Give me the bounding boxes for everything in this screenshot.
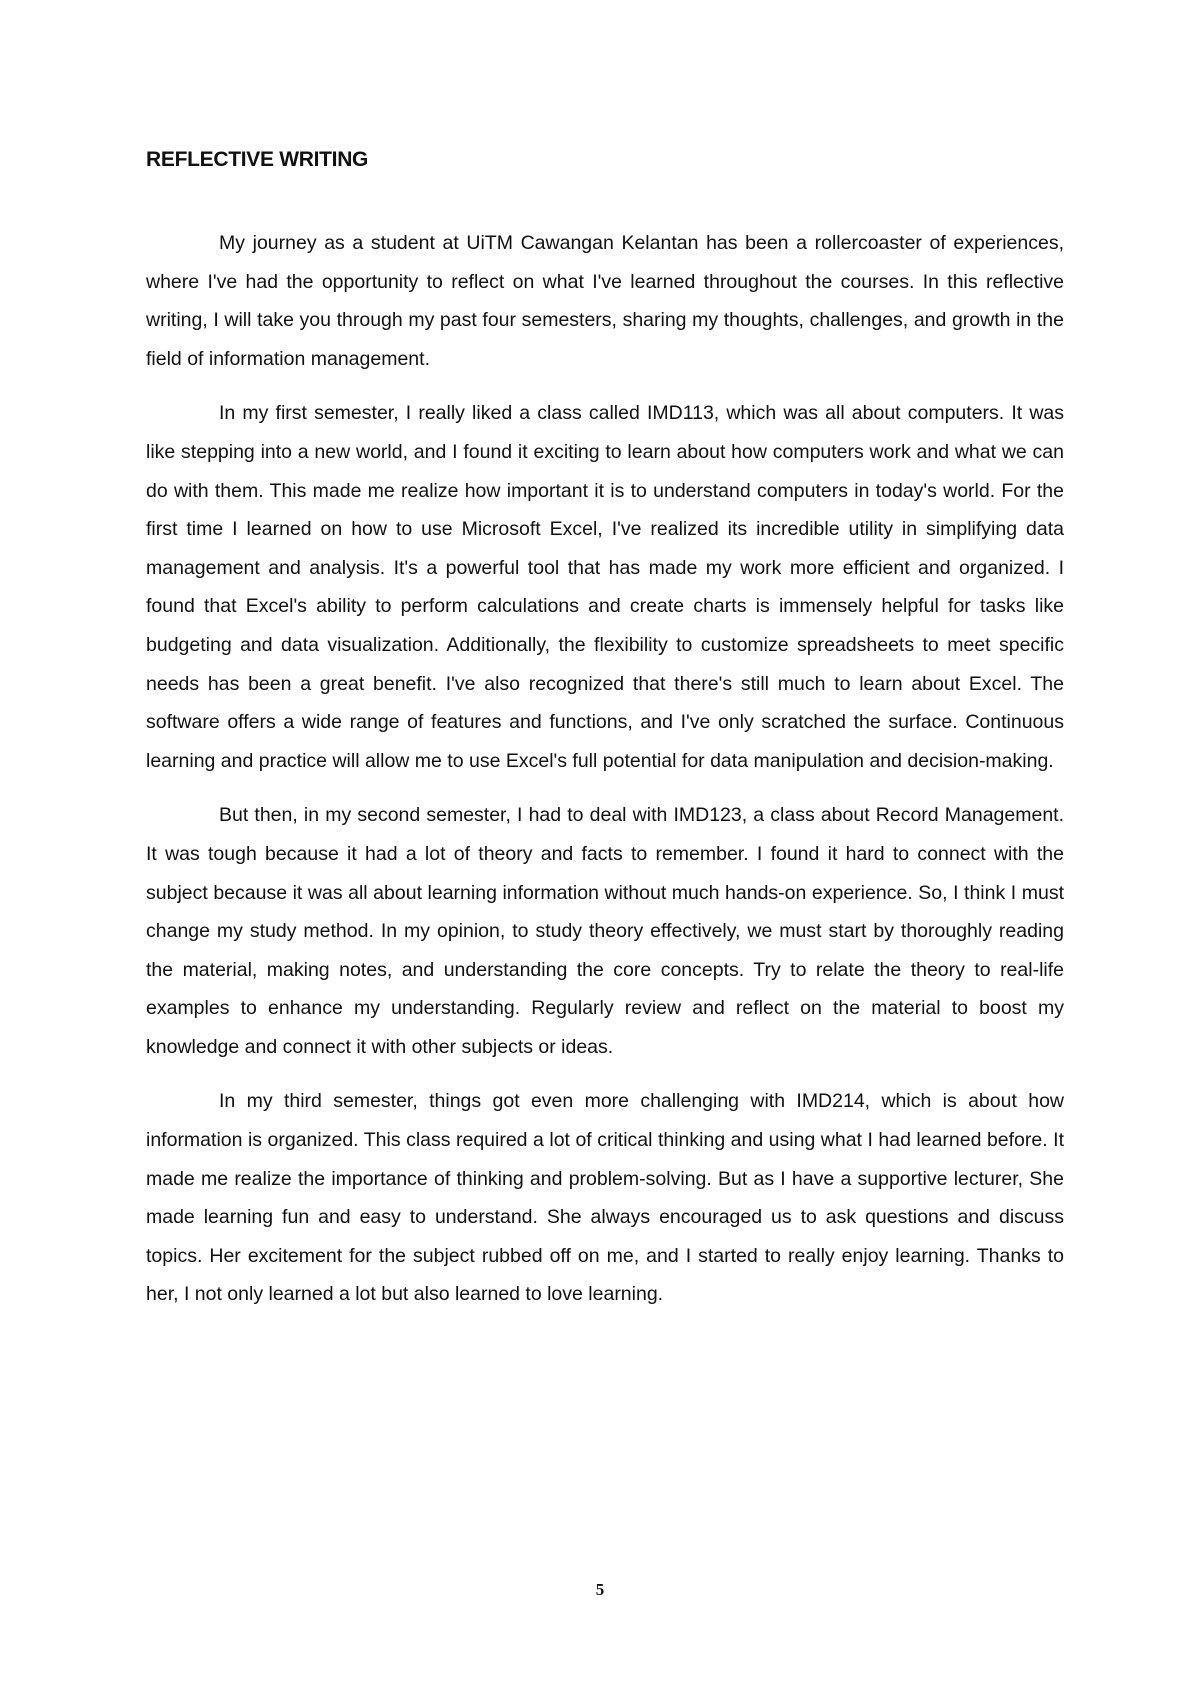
paragraph-third-semester: In my third semester, things got even more challenging with IMD214, which is about how information is organized. This class required a lot of critical thinking and using what I had learned before. It made me realize the importance of thinking and problem-solving. But as I have a supportive lecturer, She made learning fun and easy to understand. She always encouraged us to ask questions and discuss topics. Her excitement for the subject rubbed off on me, and I started to really enjoy learning. Thanks to her, I not only learned a lot but also learned to love learning. [146,1090,1064,1306]
paragraph-intro: My journey as a student at UiTM Cawangan Kelantan has been a rollercoaster of experiences, where I've had the opportunity to reflect on what I've learned throughout the courses. In this reflective writing, I will take you through my past four semesters, sharing my thoughts, challenges, and growth in the field of information management. [146,232,1064,370]
page-title: REFLECTIVE WRITING [146,148,369,171]
page-number: 5 [595,1580,605,1599]
paragraph-second-semester: But then, in my second semester, I had to deal with IMD123, a class about Record Management. It was tough because it had a lot of theory and facts to remember. I found it hard to connect with the subject because it was all about learning information without much hands-on experience. So, I think I must change my study method. In my opinion, to study theory effectively, we must start by thoroughly reading the material, making notes, and understanding the core concepts. Try to relate the theory to real-life examples to enhance my understanding. Regularly review and reflect on the material to boost my knowledge and connect it with other subjects or ideas. [146,804,1064,1058]
page-content [146,142,1064,1330]
paragraph-first-semester: In my first semester, I really liked a class called IMD113, which was all about computers. It was like stepping into a new world, and I found it exciting to learn about how computers work and what we can do with them. This made me realize how important it is to understand computers in today's world. For the first time I learned on how to use Microsoft Excel, I've realized its incredible utility in simplifying data management and analysis. It's a powerful tool that has made my work more efficient and organized. I found that Excel's ability to perform calculations and create charts is immensely helpful for tasks like budgeting and data visualization. Additionally, the flexibility to customize spreadsheets to meet specific needs has been a great benefit. I've also recognized that there's still much to learn about Excel. The software offers a wide range of features and functions, and I've only scratched the surface. Continuous learning and practice will allow me to use Excel's full potential for data manipulation and decision-making. [146,402,1064,772]
